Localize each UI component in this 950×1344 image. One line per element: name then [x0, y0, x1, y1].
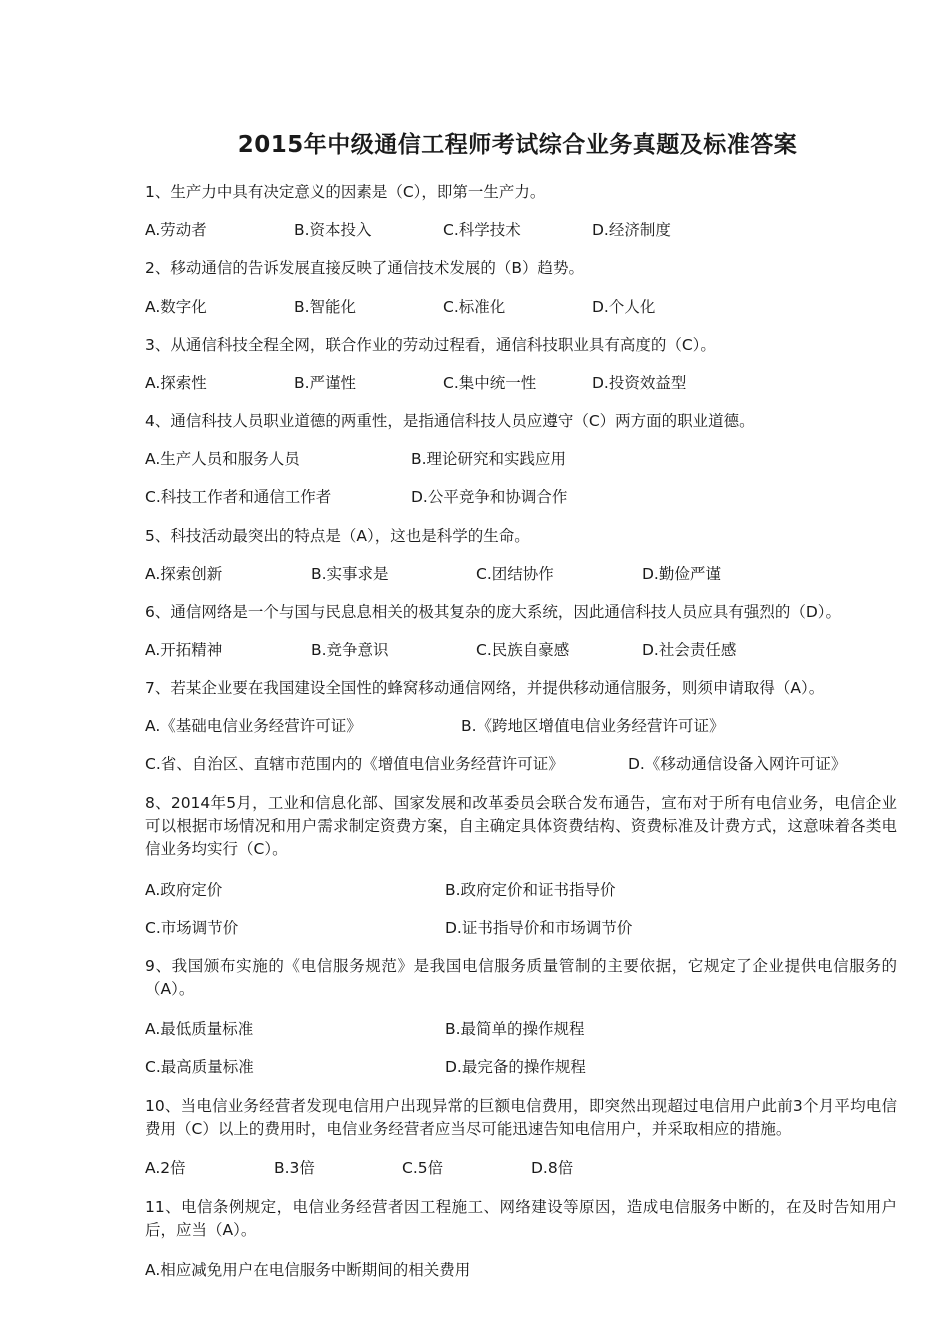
q5-option-b: B.实事求是: [311, 565, 389, 583]
question-5: 5、科技活动最突出的特点是（A），这也是科学的生命。: [145, 527, 530, 545]
document-title: 2015年中级通信工程师考试综合业务真题及标准答案: [237, 132, 798, 158]
q8-option-d: D.证书指导价和市场调节价: [445, 919, 633, 937]
q6-option-c: C.民族自豪感: [476, 641, 570, 659]
q1-option-d: D.经济制度: [592, 221, 671, 239]
q5-option-d: D.勤俭严谨: [642, 565, 721, 583]
q9-option-a: A.最低质量标准: [145, 1020, 254, 1038]
question-3: 3、从通信科技全程全网，联合作业的劳动过程看，通信科技职业具有高度的（C）。: [145, 336, 716, 354]
q9-option-b: B.最简单的操作规程: [445, 1020, 585, 1038]
q7-option-d: D.《移动通信设备入网许可证》: [628, 755, 847, 773]
question-11: 11、电信条例规定，电信业务经营者因工程施工、网络建设等原因，造成电信服务中断的，在及时告知用户后，应当（A）。: [145, 1198, 897, 1239]
q1-option-c: C.科学技术: [443, 221, 521, 239]
question-7: 7、若某企业要在我国建设全国性的蜂窝移动通信网络，并提供移动通信服务，则须申请取得（A）。: [145, 679, 825, 697]
q8-option-c: C.市场调节价: [145, 919, 239, 937]
q3-option-b: B.严谨性: [294, 374, 357, 392]
q4-option-a: A.生产人员和服务人员: [145, 450, 300, 468]
q1-option-a: A.劳动者: [145, 221, 207, 239]
q10-option-c: C.5倍: [402, 1159, 444, 1177]
q2-option-c: C.标准化: [443, 298, 506, 316]
q6-option-a: A.开拓精神: [145, 641, 223, 659]
q1-option-b: B.资本投入: [294, 221, 372, 239]
q6-option-b: B.竞争意识: [311, 641, 389, 659]
q11-option-a: A.相应减免用户在电信服务中断期间的相关费用: [145, 1261, 471, 1279]
q10-option-d: D.8倍: [531, 1159, 574, 1177]
question-4: 4、通信科技人员职业道德的两重性，是指通信科技人员应遵守（C）两方面的职业道德。: [145, 412, 755, 430]
q10-option-b: B.3倍: [274, 1159, 315, 1177]
q2-option-d: D.个人化: [592, 298, 656, 316]
q3-option-a: A.探索性: [145, 374, 207, 392]
q10-option-a: A.2倍: [145, 1159, 186, 1177]
question-9: 9、我国颁布实施的《电信服务规范》是我国电信服务质量管制的主要依据，它规定了企业提供电信服务的（A）。: [145, 957, 897, 998]
q2-option-b: B.智能化: [294, 298, 357, 316]
q4-option-c: C.科技工作者和通信工作者: [145, 488, 332, 506]
q3-option-d: D.投资效益型: [592, 374, 687, 392]
q8-option-b: B.政府定价和证书指导价: [445, 881, 616, 899]
question-6: 6、通信网络是一个与国与民息息相关的极其复杂的庞大系统，因此通信科技人员应具有强烈的（D）。: [145, 603, 842, 621]
question-8: 8、2014年5月，工业和信息化部、国家发展和改革委员会联合发布通告，宣布对于所有电信业务，电信企业可以根据市场情况和用户需求制定资费方案，自主确定具体资费结构、资费标准及计费方式，这意味着各类电信业务均实行（C）。: [145, 794, 897, 858]
q9-option-c: C.最高质量标准: [145, 1058, 254, 1076]
question-2: 2、移动通信的告诉发展直接反映了通信技术发展的（B）趋势。: [145, 259, 584, 277]
q6-option-d: D.社会责任感: [642, 641, 737, 659]
q9-option-d: D.最完备的操作规程: [445, 1058, 586, 1076]
q8-option-a: A.政府定价: [145, 881, 223, 899]
q2-option-a: A.数字化: [145, 298, 207, 316]
q7-option-c: C.省、自治区、直辖市范围内的《增值电信业务经营许可证》: [145, 755, 564, 773]
question-1: 1、生产力中具有决定意义的因素是（C），即第一生产力。: [145, 183, 546, 201]
q5-option-a: A.探索创新: [145, 565, 223, 583]
q4-option-b: B.理论研究和实践应用: [411, 450, 567, 468]
q7-option-a: A.《基础电信业务经营许可证》: [145, 717, 362, 735]
q3-option-c: C.集中统一性: [443, 374, 537, 392]
question-10: 10、当电信业务经营者发现电信用户出现异常的巨额电信费用，即突然出现超过电信用户此前3个月平均电信费用（C）以上的费用时，电信业务经营者应当尽可能迅速告知电信用户，并采取相应的措施。: [145, 1097, 897, 1138]
q4-option-d: D.公平竞争和协调合作: [411, 488, 568, 506]
q5-option-c: C.团结协作: [476, 565, 554, 583]
q7-option-b: B.《跨地区增值电信业务经营许可证》: [461, 717, 725, 735]
